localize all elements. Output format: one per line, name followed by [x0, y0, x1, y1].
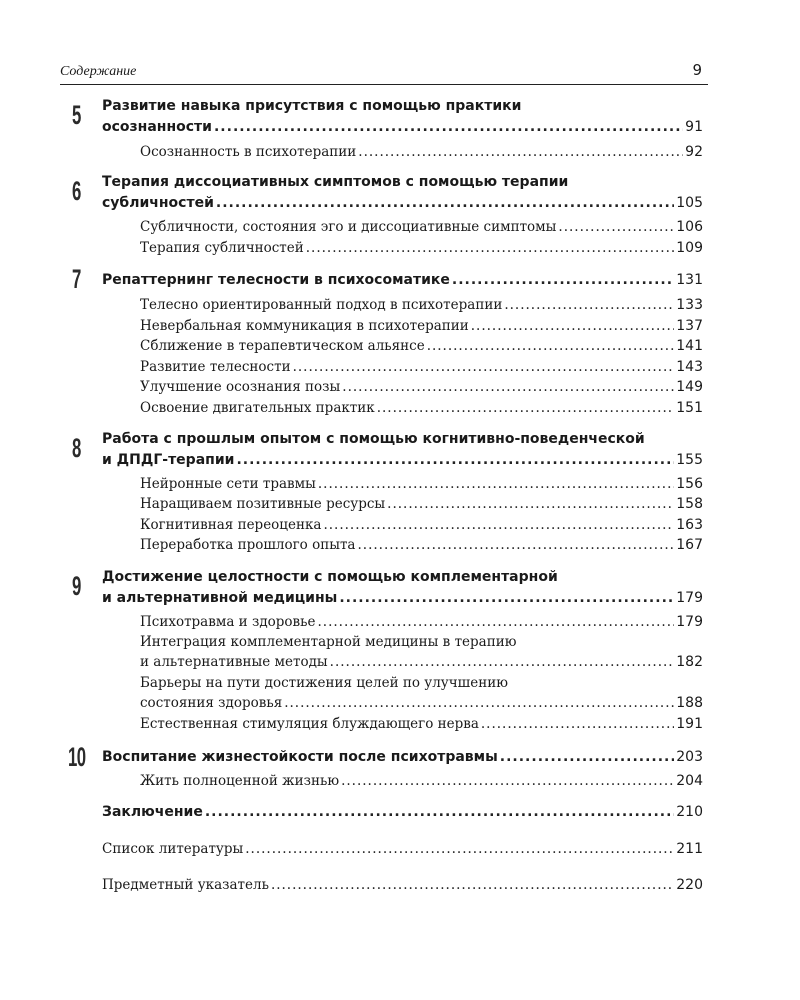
toc-entry-chapter[interactable]: субличностей ..... 105 — [102, 195, 703, 215]
running-head-title: Содержание — [60, 64, 137, 79]
page-number: 137 — [676, 318, 703, 334]
running-head-page-number: 9 — [692, 61, 702, 79]
leader-dots — [481, 716, 674, 732]
chapter-title-line[interactable]: Развитие навыка присутствия с помощью практики — [102, 98, 522, 114]
page-number: 188 — [676, 695, 703, 711]
leader-dots — [427, 338, 675, 354]
toc-entry-section[interactable]: Жить полноценной жизнью ..... 204 — [140, 773, 703, 793]
page-number: 105 — [676, 195, 703, 211]
page-number: 133 — [676, 297, 703, 313]
leader-dots — [293, 359, 675, 375]
toc-entry-section[interactable]: и альтернативные методы ..... 182 — [140, 654, 703, 674]
toc-entry-section[interactable]: Освоение двигательных практик ..... 151 — [140, 400, 703, 420]
chapter-number: 8 — [72, 433, 81, 463]
toc-entry-chapter[interactable]: и альтернативной медицины ..... 179 — [102, 590, 703, 610]
page-number: 204 — [676, 773, 703, 789]
toc-entry-section-line[interactable]: Интеграция комплементарной медицины в терапию — [140, 634, 517, 650]
chapter-number: 9 — [72, 571, 81, 601]
toc-entry-section[interactable]: Нейронные сети травмы ..... 156 — [140, 476, 703, 496]
toc-entry-section[interactable]: Осознанность в психотерапии ..... 92 — [140, 144, 703, 164]
leader-dots — [339, 590, 674, 606]
page-number: 210 — [676, 804, 703, 820]
toc-entry-section[interactable]: Развитие телесности ..... 143 — [140, 359, 703, 379]
leader-dots — [284, 695, 674, 711]
toc-entry-section[interactable]: Переработка прошлого опыта ..... 167 — [140, 537, 703, 557]
page-number: 179 — [676, 614, 703, 630]
leader-dots — [330, 654, 675, 670]
leader-dots — [471, 318, 675, 334]
toc-entry-section[interactable]: состояния здоровья ..... 188 — [140, 695, 703, 715]
page-number: 131 — [676, 272, 703, 288]
leader-dots — [558, 219, 674, 235]
toc-entry-chapter[interactable]: Воспитание жизнестойкости после психотравмы ..... 203 — [102, 749, 703, 769]
page-number: 220 — [676, 877, 703, 893]
chapter-title-line[interactable]: Работа с прошлым опытом с помощью когнитивно-поведенческой — [102, 431, 645, 447]
toc-entry-section[interactable]: Улучшение осознания позы ..... 149 — [140, 379, 703, 399]
leader-dots — [245, 841, 674, 857]
leader-dots — [318, 476, 674, 492]
page-number: 179 — [676, 590, 703, 606]
leader-dots — [214, 119, 683, 135]
toc-entry-section[interactable]: Телесно ориентированный подход в психотерапии ..... 133 — [140, 297, 703, 317]
leader-dots — [341, 773, 674, 789]
toc-entry-index[interactable]: Предметный указатель ..... 220 — [102, 877, 703, 897]
page-number: 149 — [676, 379, 703, 395]
leader-dots — [317, 614, 674, 630]
chapter-title-line[interactable]: Терапия диссоциативных симптомов с помощью терапии — [102, 174, 569, 190]
page-number: 109 — [676, 240, 703, 256]
toc-entry-section[interactable]: Психотравма и здоровье ..... 179 — [140, 614, 703, 634]
leader-dots — [387, 496, 674, 512]
page-number: 158 — [676, 496, 703, 512]
leader-dots — [236, 452, 674, 468]
leader-dots — [377, 400, 675, 416]
running-head — [60, 62, 708, 85]
page-number: 155 — [676, 452, 703, 468]
page-number: 156 — [676, 476, 703, 492]
page-number: 191 — [676, 716, 703, 732]
page-number: 167 — [676, 537, 703, 553]
leader-dots — [504, 297, 674, 313]
page-number: 143 — [676, 359, 703, 375]
toc-entry-section[interactable]: Естественная стимуляция блуждающего нерва ..... 191 — [140, 716, 703, 736]
chapter-title-line[interactable]: Достижение целостности с помощью комплементарной — [102, 569, 558, 585]
toc-entry-section[interactable]: Невербальная коммуникация в психотерапии ..... 137 — [140, 318, 703, 338]
chapter-number: 5 — [72, 100, 81, 130]
page-number: 203 — [676, 749, 703, 765]
toc-entry-references[interactable]: Список литературы ..... 211 — [102, 841, 703, 861]
page-number: 91 — [685, 119, 703, 135]
leader-dots — [271, 877, 674, 893]
leader-dots — [306, 240, 675, 256]
toc-entry-section-line[interactable]: Барьеры на пути достижения целей по улучшению — [140, 675, 508, 691]
leader-dots — [358, 144, 683, 160]
toc-entry-section[interactable]: Наращиваем позитивные ресурсы ..... 158 — [140, 496, 703, 516]
leader-dots — [205, 804, 674, 820]
toc-entry-section[interactable]: Сближение в терапевтическом альянсе ..... 141 — [140, 338, 703, 358]
page-number: 182 — [676, 654, 703, 670]
leader-dots — [323, 517, 674, 533]
leader-dots — [500, 749, 674, 765]
chapter-number: 6 — [72, 176, 81, 206]
page-number: 163 — [676, 517, 703, 533]
toc-entry-chapter[interactable]: осознанности ..... 91 — [102, 119, 703, 139]
page-number: 141 — [676, 338, 703, 354]
page-number: 211 — [676, 841, 703, 857]
chapter-number: 10 — [68, 742, 86, 772]
leader-dots — [216, 195, 674, 211]
leader-dots — [342, 379, 674, 395]
leader-dots — [358, 537, 675, 553]
toc-entry-conclusion[interactable]: Заключение ..... 210 — [102, 804, 703, 824]
toc-entry-chapter[interactable]: Репаттернинг телесности в психосоматике ..... 131 — [102, 272, 703, 292]
page-number: 106 — [676, 219, 703, 235]
toc-entry-section[interactable]: Когнитивная переоценка ..... 163 — [140, 517, 703, 537]
toc-entry-chapter[interactable]: и ДПДГ-терапии ..... 155 — [102, 452, 703, 472]
toc-entry-section[interactable]: Субличности, состояния эго и диссоциативные симптомы ..... 106 — [140, 219, 703, 239]
page-number: 92 — [685, 144, 703, 160]
page-number: 151 — [676, 400, 703, 416]
leader-dots — [452, 272, 674, 288]
chapter-number: 7 — [72, 264, 81, 294]
toc-entry-section[interactable]: Терапия субличностей ..... 109 — [140, 240, 703, 260]
